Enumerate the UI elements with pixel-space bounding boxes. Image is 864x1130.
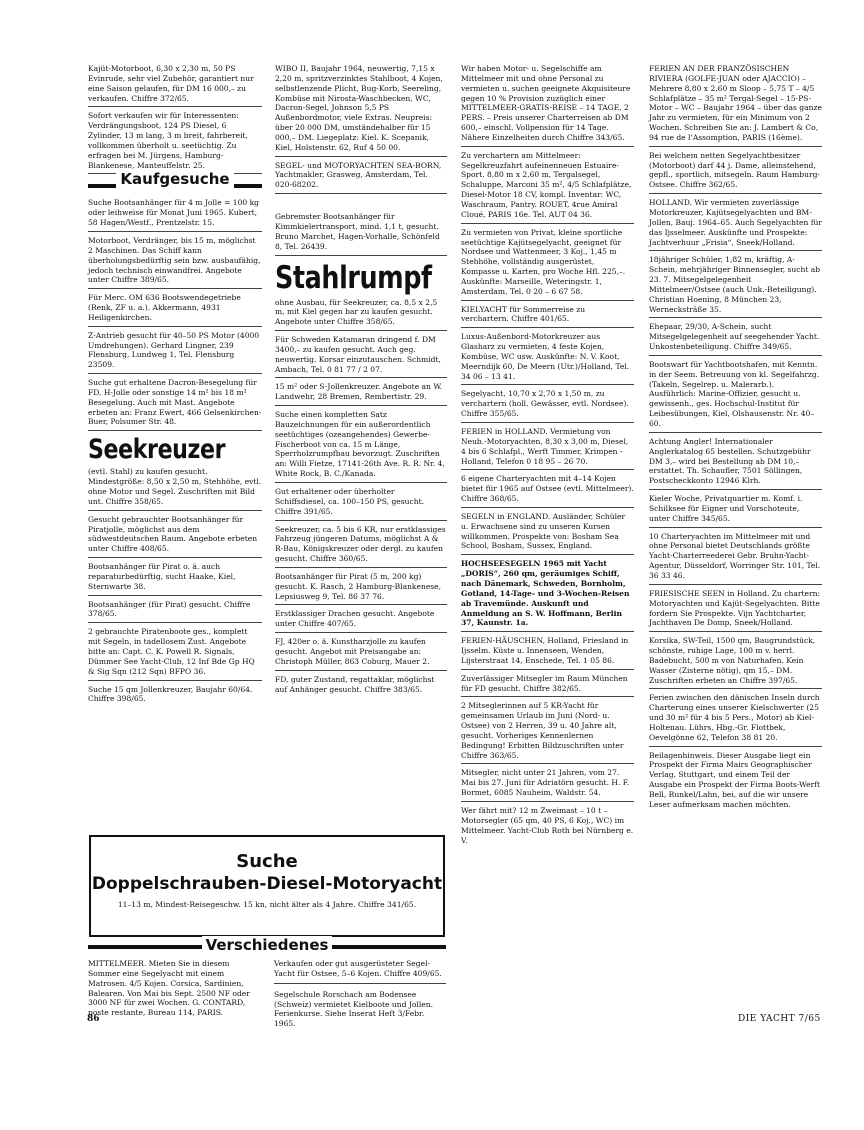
ad-text: KIELYACHT für Sommerreise zu verchartern. Chiffre 401/65. (461, 304, 586, 324)
ad-text: 15 m² oder S-Jollenkreuzer. Angebote an W. Landwehr, 28 Bremen, Rembertistr. 29. (275, 382, 443, 402)
ad-text: FD, guter Zustand, regattaklar, möglichst auf Anhänger gesucht. Chiffre 383/65. (275, 674, 435, 694)
classified-ad (461, 674, 634, 698)
ad-text: Z-Antrieb gesucht für 40–50 PS Motor (4000 Umdrehungen). Gerhard Lingner, 239 Flensburg, Lundweg 1, Tel. Flensburg 23509. (88, 330, 260, 370)
ad-text: FERIEN AN DER FRANZÖSISCHEN RIVIERA (GOLFE-JUAN oder AJACCIO) – Mehrere 8,80 x 2,60 m Sloop – 5,75 T – 4/5 Schlafplätze – 35 m² Tergal-Segel – 15-PS-Motor – WC – Baujahr 1964 – über das ganze Jahr zu vermieten, für ein Minimum von 2 Wochen. Schreiben Sie an: J. Lambert & Co, 94 rue de l’Assomption, PARIS (16ème). (649, 64, 822, 142)
classified-ad (275, 525, 447, 568)
classified-ad (461, 806, 634, 848)
ad-text: 2 gebrauchte Piratenboote ges., komplett mit Segeln, in tadellosem Zust. Angebote bitte an: Capt. C. K. Powell R. Signals, Dümmer See Yacht-Club, 12 Inf Bde Gp HQ & Sig Sqn (212 Sqn) BFPO 36. (88, 627, 255, 676)
ad-text: Verkaufen oder gut ausgerüsteter Segel-Yacht für Ostsee, 5–6 Kojen. Chiffre 409/65. (274, 959, 446, 984)
classified-ad (461, 512, 634, 555)
classified-ad (461, 701, 634, 764)
classified-ad (461, 768, 634, 802)
classified-ad (88, 293, 262, 327)
ad-text: Kieler Woche, Privatquartier m. Komf. i. Schilksee für Eigner und Vorschoteute, unter Chiffre 345/65. (649, 494, 803, 523)
classified-ad (461, 64, 634, 147)
ad-text: Suche einen kompletten Satz Bauzeichnungen für ein außerordentlich seetüchtiges (ozeangehendes) Gewerbe-Fischerboot von ca. 15 m Länge, Sperrholzrumpfbau bevorzugt. Zuschriften an: Willi Fietze, 17141-26th Ave. R. R. Nr. 4, White Rock, B. C./Kanada. (275, 410, 445, 479)
classified-ad (461, 559, 634, 632)
classified-ad (275, 410, 447, 483)
ad-text: Beilagenhinweis. Dieser Ausgabe liegt ein Prospekt der Firma Mairs Geographischer Verlag, Stuttgart, und einem Teil der Ausgabe ein Prospekt der Firma Boots-Werft Bell, Runkel/Lahn, bei, auf die wir unsere Leser aufmerksam machen möchten. (649, 750, 821, 809)
ad-text: Gut erhaltener oder überholter Schiffsdiesel, ca. 100–150 PS, gesucht. Chiffre 391/65. (275, 487, 424, 516)
ad-text: Segelschule Rorschach am Bodensee (Schweiz) vermietet Kielboote und Jollen. Ferienkurse. Siehe Inserat Heft 3/Febr. 1965. (274, 989, 433, 1029)
classified-ad (88, 331, 262, 374)
classified-ad (88, 515, 262, 558)
ad-text: HOLLAND. Wir vermieten zuverlässige Motorkreuzer, Kajütsegelyachten und BM-Jollen, Bauj. 1964–65. Auch Segelyachten für das Ijsselmeer. Auskünfte und Prospekte: Jachtverhuur „Frisia“, Sneek/Holland. (649, 198, 822, 247)
column-3 (461, 64, 634, 852)
ad-text: Bootsanhänger (für Pirat) gesucht. Chiffre 378/65. (88, 599, 251, 619)
ad-text: Motorboot, Verdränger, bis 15 m, möglichst 2 Maschinen. Das Schiff kann überholungsbedürftig sein bzw. ausbaufähig, jedoch technisch einwandfrei. Angebote unter Chiffre 389/65. (88, 235, 261, 285)
ad-text: ohne Ausbau, für Seekreuzer, ca. 8,5 x 2,5 m, mit Kiel gegen bar zu kaufen gesucht. Angebote unter Chiffre 358/65. (275, 297, 438, 327)
ad-text: Zuverlässiger Mitsegler im Raum München für FD gesucht. Chiffre 382/65. (461, 673, 628, 693)
ad-text: Gesucht gebrauchter Bootsanhänger für Piratjolle, möglichst aus dem südwestdeutschen Raum. Angebote erbeten unter Chiffre 408/65. (88, 514, 258, 554)
classified-ad (461, 332, 634, 385)
ad-text: Segelyacht, 10,70 x 2,70 x 1,50 m, zu verchartern (holl. Gewässer, evtl. Nordsee). Chiffre 355/65. (461, 389, 629, 419)
ad-text: Zu vermieten von Privat, kleine sportliche seetüchtige Kajütsegelyacht, geeignet für Nordsee und Wattenmeer, 3 Koj., 1,45 m Stehhöhe, vollständig ausgerüstet, Kompasse u. Karten, pro Woche Hfl. 225,–. Auskünfte: Marseille, Weteringstr. 1, Amsterdam, Tel. 0 20 – 6 67 58. (461, 227, 626, 296)
classified-ad (461, 427, 634, 470)
ad-text: (evtl. Stahl) zu kaufen gesucht. Mindestgröße: 8,50 x 2,50 m, Stehhöhe, evtl. ohne Motor und Segel. Zuschriften mit Bild unt. Chiffre 358/65. (88, 467, 262, 506)
ad-text: Zu verchartern am Mittelmeer: Segelkreuzfahrt aufeinenneuen Estuaire-Sport. 8,80 m x 2,60 m, Tergalsegel, Schaluppe, Marconi 35 m², 4/5 Schlafplätze, Diesel-Motor 18 CV, kompl. Inventar: WC, Waschraum, Pantry. ROUET, 4rue Amiral Cloué, PARIS 16e. Tel. AUT 04 36. (461, 150, 632, 219)
box-ad-title: Suche (236, 851, 298, 872)
section-verschiedenes (88, 937, 446, 1029)
classified-ad (649, 693, 822, 746)
ad-text: Wir haben Motor- u. Segelschiffe am Mittelmeer mit und ohne Personal zu vermieten u. suchen geeignete Akquisiteure gegen 10 % Provision zuzüglich einer MITTELMEER-GRATIS-REISE – 14 TAGE, 2 PERS. – Preis unserer Charterreisen ab DM 600,– einschl. Vollpension für 14 Tage. Nähere Einzelheiten durch Chiffre 343/65. (461, 64, 631, 142)
classified-ad (649, 64, 822, 147)
classified-ad (649, 255, 822, 318)
ad-text: Sofort verkaufen wir für Interessenten: Verdrängungsboot, 124 PS Diesel, 6 Zylinder, 13 m lang, 3 m breit, fahrbereit, vollkommen überholt u. seetüchtig. Zu erfragen bei M. Jürgens, Hamburg-Blankenese, Manteuffelstr. 25. (88, 111, 248, 170)
ad-text: Bei welchem netten Segelyachtbesitzer (Motorboot) darf 44 j. Dame, alleinstehend, gepfl., sportlich, mitsegeln. Raum Hamburg-Ostsee. Chiffre 362/65. (649, 150, 820, 190)
ad-text: Kajüt-Motorboot, 6,30 x 2,30 m, 50 PS Evinrude, sehr viel Zubehör, garantiert nur eine Saison gelaufen, für DM 16 000,– zu verkaufen. Chiffre 372/65. (88, 64, 254, 103)
ad-text: 18jähriger Schüler, 1,82 m, kräftig, A-Schein, mehrjähriger Binnensegler, sucht ab 23. 7. Mitsegelgelegenheit Mittelmeer/Ostsee (auch Unk.-Beteiligung). Christian Hoening, 8 München 23, Wernecksträße 35. (649, 255, 821, 314)
ad-text: SEGEL- und MOTORYACHTEN SEA-BORN, Yachtmakler, Grasweg, Amsterdam, Tel. 020-68202. (275, 160, 442, 190)
ad-text: Ferien zwischen den dänischen Inseln durch Charterung eines unserer Kielschwerter (25 und 30 m² für 4 bis 5 Pers., Motor) ab Kiel-Holtenau. Lührs, Hbg.-Gr. Flottbek, Oevelgönne 62, Telefon 38 81 20. (649, 693, 820, 742)
classified-ad (649, 589, 822, 632)
ad-text: Suche 15 qm Jollenkreuzer, Baujahr 60/64. Chiffre 398/65. (88, 684, 253, 704)
ad-text: Für Merc. OM 636 Bootswendegetriebe (Renk, ZF u. a.). Akkermann, 4931 Heiligenkirchen. (88, 293, 241, 322)
ad-text: Ehepaar, 29/30, A-Schein, sucht Mitsegelgelegenheit auf seegehender Yacht. Unkostenbeteiligung. Chiffre 349/65. (649, 322, 820, 352)
classified-ad (649, 532, 822, 585)
classified-ad (649, 322, 822, 356)
classified-ad (461, 305, 634, 329)
classified-ad (275, 64, 447, 157)
classified-ad (275, 382, 447, 406)
classified-ad (275, 675, 447, 698)
page-number: 86 (87, 1014, 100, 1024)
ad-text: FJ, 420er o. ä. Kunstharzjolle zu kaufen gesucht. Angebot mit Preisangabe an: Christoph Müller, 863 Coburg, Mauer 2. (275, 637, 430, 666)
classified-ad (649, 751, 822, 813)
ad-text: Gebremster Bootsanhänger für Kimmkielertransport, mind. 1,1 t, gesucht. Bruno Marchet, Hagen-Vorhalle, Schönfeld 8, Tel. 26439. (275, 212, 440, 251)
classified-ad (275, 212, 447, 255)
classified-ad (649, 198, 822, 251)
ad-text: Für Schweden Katamaran dringend f. DM 3400,– zu kaufen gesucht. Auch geg. neuwertig. Korsar einzutauschen. Schmidt, Ambach, Tel. 0 81 77 / 2 07. (275, 335, 441, 374)
classified-ad (649, 437, 822, 490)
classified-ad (461, 389, 634, 423)
ad-text: 10 Charteryachten im Mittelmeer mit und ohne Personal bietet Deutschlands größte Yacht-Charterreederei Gebr. Bruhn-Yacht-Agentur, Düsseldorf, Worringer Str. 101, Tel. 36 33 46. (649, 531, 821, 580)
classified-ad (88, 562, 262, 596)
classified-ad (649, 151, 822, 194)
ad-text: Bootsanhänger für Pirat o. ä. auch reparaturbedürftig, sucht Haake, Kiel, Sternwarte 38. (88, 562, 236, 591)
ad-text: Wer fährt mit? 12 m Zweimast – 10 t – Motorsegler (65 qm, 40 PS, 6 Koj., WC) im Mittelmeer. Yacht-Club Roth bei Nürnberg e. V. (461, 806, 634, 845)
classified-ad (275, 609, 447, 633)
classified-ad (88, 198, 262, 232)
classified-ad-seekreuzer (88, 435, 262, 510)
ad-text: Suche Bootsanhänger für 4 m Jolle = 100 kg oder leihweise für Monat Juni 1965. Kubert, 58 Hagen/Westf., Prentzelstr. 15. (88, 198, 260, 228)
ad-text: Mitsegler, nicht unter 21 Jahren, vom 27. Mai bis 27. Juni für Adriatörn gesucht. H. F. Bormet, 6085 Nauheim, Waldstr. 54. (461, 768, 630, 798)
ad-text: SEGELN in ENGLAND. Ausländer, Schüler u. Erwachsene sind zu unseren Kursen willkommen. Prospekte von: Bosham Sea School, Bosham, Sussex, England. (461, 511, 626, 551)
ad-text: Korsika, SW-Teil, 1500 qm, Baugrundstück, schönste, ruhige Lage, 100 m v. herrl. Badebucht, 500 m von Naturhafen. Kein Wasser (Zisterne nötig), qm 15,– DM. Zuschriften erbeten an Chiffre 397/65. (649, 636, 816, 685)
classified-ad (649, 636, 822, 689)
column-4 (649, 64, 822, 817)
ad-text: Erstklassiger Drachen gesucht. Angebote unter Chiffre 407/65. (275, 609, 435, 629)
classified-ad (461, 474, 634, 508)
ad-text: 2 Mitseglerinnen auf 5 KR-Yacht für gemeinsamen Urlaub im Juni (Nord- u. Ostsee) von 2 Herren, 39 u. 40 Jahre alt, gesucht. Vorheriges Kennenlernen Bedingung! Erbitten Bildzuschriften unter Chiffre 363/65. (461, 701, 624, 760)
classified-ad (275, 572, 447, 606)
classified-ad (88, 600, 262, 624)
classified-ad (461, 228, 634, 301)
ad-text: FERIEN in HOLLAND. Vermietung von Neub.-Motoryachten, 8,30 x 3,00 m, Diesel, 4 bis 6 Schlafpl., Werft Timmer, Krimpen - Holland, Telefon 0 18 95 – 26 70. (461, 427, 629, 466)
box-ad-text: 11–13 m, Mindest-Reisegeschw. 15 kn, nicht älter als 4 Jahre. Chiffre 341/65. (117, 900, 417, 909)
classified-ad-stahlrumpf (275, 260, 447, 332)
classified-ad (275, 637, 447, 671)
issue-label: DIE YACHT 7/65 (738, 1014, 821, 1024)
ad-text: Seekreuzer, ca. 5 bis 6 KR, nur erstklassiges Fahrzeug jüngeren Datums, möglichst A & R-Bau, Königskreuzer oder dergl. zu kaufen gesucht. Chiffre 360/65. (275, 524, 446, 564)
ad-text: Bootsanhänger für Pirat (5 m, 200 kg) gesucht. K. Rasch, 2 Hamburg-Blankenese, Lepsiusweg 9, Tel. 86 37 76. (275, 571, 442, 601)
classified-ad (88, 111, 262, 174)
ad-text: WIBO II, Baujahr 1964, neuwertig, 7,15 x 2,20 m, spritzverzinktes Stahlboot, 4 Kojen, selbstlenzende Plicht, Bug-Korb, Seereling, Kombüse mit Nirosta-Waschbecken, WC, Dacron-Segel, Johnson 5,5 PS Außenbordmotor, viele Extras. Neupreis: über 20 000 DM, umständehalber für 15 000,– DM. Liegeplatz: Kiel. K. Scepanik, Kiel, Holstenstr. 62, Ruf 4 50 00. (275, 64, 443, 152)
column-1 (88, 64, 262, 711)
column-2 (275, 64, 447, 701)
classified-ad (88, 236, 262, 289)
ad-text: HOCHSEESEGELN 1965 mit Yacht „DORIS“, 260 qm, geräumiges Schiff, nach Dänemark, Schweden, Bornholm, Gotland, 14-Tage- und 3-Wochen-Reisen ab Travemünde. Auskunft und Anmeldung an S. W. Hoffmann, Berlin 37, Kaunstr. 1a. (461, 559, 630, 628)
classified-ad (275, 161, 447, 195)
classified-ad (88, 627, 262, 680)
ad-text: Bootswart für Yachtbootshafen, mit Kenntn. in der Seem. Betreuung von kl. Segelfahrzg. (Takeln, Segelrep. u. Malerarb.). Ausführlich: Marine-Offizier, gesucht u. gewissenh., ges. Hochschul-Institut für Leibesübungen, Kiel, Olshausenstr. Nr. 40–60. (649, 359, 820, 428)
classified-ad (461, 636, 634, 670)
box-ad-motoryacht (89, 835, 445, 937)
ad-text: FERIEN-HÄUSCHEN, Holland, Friesland in Ijsselm. Küste u. Innenseen, Wenden, Lijsterstraat 14, Enschede, Tel. 1 05 86. (461, 636, 629, 665)
ad-text: 6 eigene Charteryachten mit 4–14 Kojen bietet für 1965 auf Ostsee (evtl. Mittelmeer). Chiffre 368/65. (461, 474, 634, 504)
classified-ad (88, 685, 262, 708)
box-ad-subtitle: Doppelschrauben-Diesel-Motoryacht (91, 874, 443, 894)
section-heading-kaufgesuche (88, 170, 262, 194)
ad-text: FRIESISCHE SEEN in Holland. Zu chartern: Motoryachten und Kajüt-Segelyachten. Bitte fordern Sie Prospekte. Vijn Yachtcharter, Jachthaven De Domp, Sneek/Holland. (649, 588, 821, 628)
ad-text: Achtung Angler! Internationaler Anglerkatalog 65 bestellen. Schutzgebühr DM 3,– wird bei Bestellung ab DM 10,– erstattet. Th. Schaufler, 7501 Söllingen, Postscheckkonto 12946 Klrh. (649, 436, 811, 486)
classified-ad (275, 487, 447, 521)
ad-headline: Stahlrumpf (275, 259, 432, 296)
ad-text: Luxus-Außenbord-Motorkreuzer aus Glasharz zu vermieten, 4 feste Kojen, Kombüse, WC usw. Auskünfte: N. V. Koot, Meerndijk 60, De Meern (Utr.)/Holland, Tel. 34 06 – 13 41. (461, 332, 630, 381)
classified-ad (649, 494, 822, 528)
section-title: Kaufgesuche (116, 170, 233, 188)
classified-ad (649, 360, 822, 433)
classified-ad (88, 378, 262, 431)
ad-headline: Seekreuzer (88, 434, 226, 466)
section-title: Verschiedenes (202, 936, 333, 954)
section-heading-verschiedenes (88, 936, 446, 955)
classified-ad (88, 64, 262, 107)
classified-ad (275, 335, 447, 378)
classified-ad (461, 151, 634, 224)
ad-text: MITTELMEER. Mieten Sie in diesem Sommer eine Segelyacht mit einem Matrosen. 4/5 Kojen. Corsica, Sardinien, Balearen. Von Mai bis Sept. 2500 NF oder 3000 NF für zwei Wochen. G. CONTARD, poste restante, Bureau 114, PARIS. (88, 959, 250, 1018)
ad-text: Suche gut erhaltene Dacron-Besegelung für FD, H-Jolle oder sonstige 14 m² bis 18 m² Besegelung. Auch mit Mast. Angebote erbeten an: Franz Ewert, 466 Gelsenkirchen-Buer, Polsumer Str. 48. (88, 378, 262, 427)
